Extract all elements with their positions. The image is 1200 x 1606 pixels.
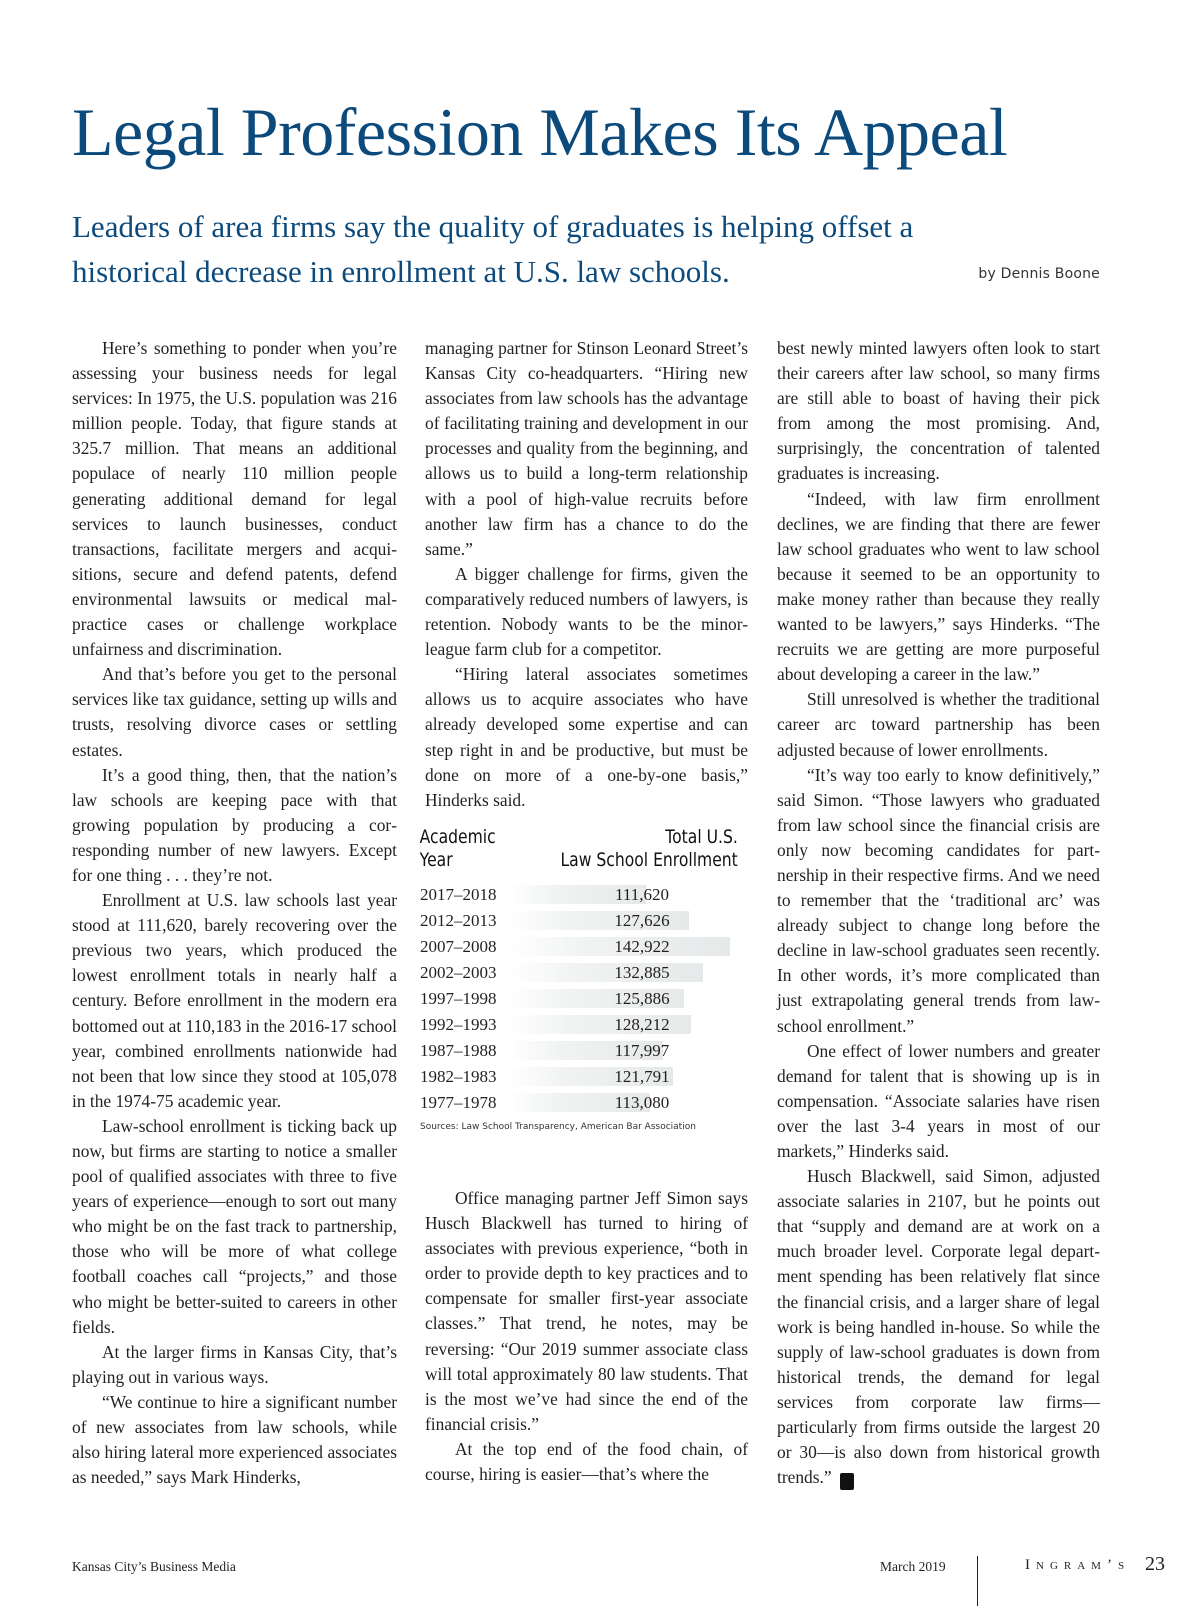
header-line: Year: [419, 849, 453, 871]
paragraph: Law-school enrollment is ticking back up now, but firms are starting to notice a smaller pool of qualified associates with three to five years of experience—enough to sort out many who might be on the fast track to partnership, those who will be more of what college football coaches call “projects,” and those who might be better-suited to careers in other fields.: [72, 1115, 397, 1337]
paragraph: At the larger firms in Kansas City, that’s playing out in various ways.: [72, 1341, 397, 1387]
paragraph: Office managing partner Jeff Simon says Husch Blackwell has turned to hiring of associates with previous experience, “both in order to provide depth to key practices and to compensate for smaller first-year associate classes.” That trend, he notes, may be reversing: “Our 2019 summer associate class will total approximately 80 law students. That is the most we’ve had since the end of the financial crisis.”: [425, 1188, 748, 1434]
body-column-1: [72, 336, 397, 1490]
paragraph: At the top end of the food chain, of course, hiring is easier—that’s where the: [425, 1438, 748, 1485]
paragraph: managing partner for Stinson Leonard Street’s Kansas City co-headquarters. “Hiring new associates from law schools has the advantage of facilitating training and development in our processes and quality from the beginning, and allows us to build a long-term relationship with a pool of high-value recruits before another law firm has a chance to do the same.”: [425, 338, 748, 559]
header-academic-year: [420, 826, 496, 872]
year-label: 1977–1978: [420, 1093, 497, 1112]
chart-source: Sources: Law School Transparency, American Bar Association: [420, 1122, 696, 1132]
enrollment-value-label: 111,620: [615, 885, 669, 904]
enrollment-value-label: 121,791: [614, 1067, 670, 1086]
chart-row: [418, 960, 738, 986]
footer-magazine-name: Ingram’s: [1025, 1557, 1131, 1573]
enrollment-chart: [418, 826, 738, 1132]
end-of-article-icon: I: [840, 1473, 854, 1490]
paragraph: It’s a good thing, then, that the nation’s law schools are keeping pace with that growing population by producing a corresponding number of new lawyers. Except for one thing . . . they’re not.: [72, 764, 397, 885]
chart-row: [418, 882, 738, 908]
paragraph: best newly minted lawyers often look to start their careers after law school, so many firms are still able to boast of having their pick from among the most promising. And, surprisingly, the concentration of talented graduates is increasing.: [777, 338, 1100, 484]
paragraph: Still unresolved is whether the traditional career arc toward partnership has been adjusted because of lower enrollments.: [777, 689, 1100, 760]
paragraph: And that’s before you get to the personal services like tax guidance, setting up wills and trusts, resolving divorce cases or settling estates.: [72, 664, 397, 760]
year-label: 1987–1988: [420, 1041, 497, 1060]
footer-date: March 2019: [880, 1559, 946, 1574]
chart-row: [418, 934, 738, 960]
body-column-3: [777, 336, 1100, 1490]
body-column-2-bottom: [425, 1186, 748, 1487]
paragraph: Enrollment at U.S. law schools last year stood at 111,620, barely recovering over the previous two years, which produced the lowest enrollment totals in nearly half a century. Before enrollment in the modern era bottomed out at 110,183 in the 2016-17 school year, combined enrollments nationwide had not been that low since they stood at 105,078 in the 1974-75 academic year.: [72, 890, 397, 1111]
footer-publisher: Kansas City’s Business Media: [72, 1559, 236, 1574]
enrollment-value-label: 117,997: [614, 1041, 670, 1060]
paragraph: “Indeed, with law firm enrollment declines, we are finding that there are fewer law school graduates who went to law school because it seemed to be an opportunity to make money rather than because they really wanted to be lawyers,” says Hinderks. “The recruits we are getting are more purposeful about developing a career in the law.”: [777, 488, 1100, 685]
enrollment-value-label: 132,885: [614, 963, 670, 982]
header-total-enrollment: [560, 826, 737, 872]
chart-row: [418, 908, 738, 934]
chart-row: [418, 986, 738, 1012]
chart-row: [418, 1038, 738, 1064]
enrollment-value-label: 125,886: [614, 989, 670, 1008]
article-subtitle: Leaders of area firms say the quality of graduates is helping offset a historical decrease in enrollment at U.S. law schools.: [72, 209, 914, 289]
year-label: 1997–1998: [420, 989, 497, 1008]
paragraph: Here’s something to ponder when you’re assessing your business needs for legal services: In 1975, the U.S. population was 216 million people. Today, that figure stands at 325.7 million. That means an additional populace of nearly 110 million people generating additional demand for legal services to launch businesses, conduct transactions, facilitate mergers and acquisitions, secure and defend patents, defend environmental lawsuits or medical malpractice cases or challenge workplace unfairness and discrimination.: [72, 338, 397, 660]
paragraph: “We continue to hire a significant number of new associates from law schools, while also hiring lateral more experienced associates as needed,” says Mark Hinderks,: [72, 1391, 397, 1488]
enrollment-value-label: 128,212: [614, 1015, 670, 1034]
paragraph: A bigger challenge for firms, given the comparatively reduced numbers of lawyers, is retention. Nobody wants to be the minor-league farm club for a competitor.: [425, 563, 748, 660]
page-number: 23: [1145, 1553, 1165, 1575]
byline: by Dennis Boone: [978, 266, 1100, 282]
paragraph-text: Husch Blackwell, said Simon, adjusted associate salaries in 2107, but he points out that “supply and demand are at work on a much broader level. Corporate legal department spending has been relatively flat since the financial crisis, and a larger share of legal work is being handled in-house. So while the supply of law-school graduates is down from historical trends, the demand for legal services from corporate law firms—particularly from firms outside the largest 20 or 30—is also down from historical growth trends.”: [777, 1166, 1100, 1488]
year-label: 2002–2003: [420, 963, 497, 982]
footer-divider: [977, 1556, 978, 1606]
body-column-2-top: [425, 336, 748, 813]
header-line: Total U.S.: [665, 826, 738, 848]
enrollment-value-label: 142,922: [614, 937, 670, 956]
chart-row: [418, 1012, 738, 1038]
chart-row: [418, 1064, 738, 1090]
header-line: Academic: [419, 826, 496, 848]
chart-row: [418, 1090, 738, 1116]
chart-header: [418, 826, 738, 882]
chart-rows: [418, 882, 738, 1116]
enrollment-value-label: 113,080: [614, 1093, 670, 1112]
article-title: Legal Profession Makes Its Appeal: [72, 94, 1008, 170]
year-label: 1982–1983: [420, 1067, 497, 1086]
paragraph: One effect of lower numbers and greater demand for talent that is showing up is in compensation. “Associate salaries have risen over the last 3-4 years in most of our markets,” Hinderks said.: [777, 1040, 1100, 1161]
year-label: 2012–2013: [420, 911, 497, 930]
year-label: 2017–2018: [420, 885, 497, 904]
enrollment-value-label: 127,626: [614, 911, 670, 930]
year-label: 1992–1993: [420, 1015, 497, 1034]
year-label: 2007–2008: [420, 937, 497, 956]
paragraph: “It’s way too early to know definitively,” said Simon. “Those lawyers who graduated from law school since the financial crisis are only now becoming candidates for partnership in their respective firms. And we need to remember that the ‘traditional arc’ was already subject to change long before the decline in law-school graduates seen recently. In other words, it’s more complicated than just extrapolating general trends from law-school enrollment.”: [777, 764, 1100, 1036]
paragraph: “Hiring lateral associates sometimes allows us to acquire associates who have already developed some expertise and can step right in and be productive, but must be done on more of a one-by-one basis,” Hinderks said.: [425, 664, 748, 810]
header-line: Law School Enrollment: [560, 849, 738, 871]
paragraph-last: [777, 1164, 1100, 1490]
